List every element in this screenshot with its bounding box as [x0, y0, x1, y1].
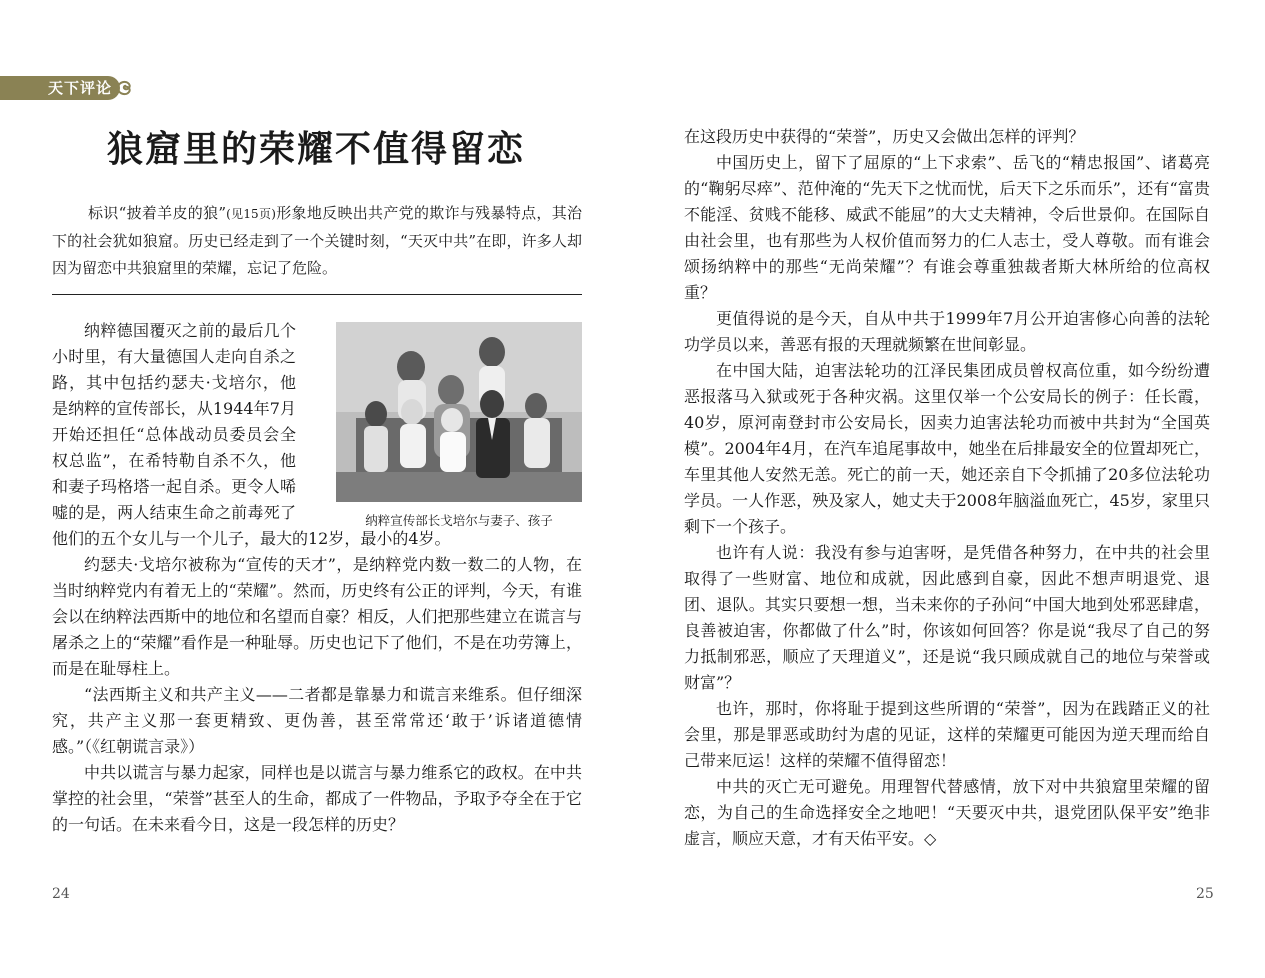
page-number-right: 25	[1196, 886, 1214, 902]
left-paragraph: 中共以谎言与暴力起家，同样也是以谎言与暴力维系它的政权。在中共掌控的社会里，“荣誉”甚至人的生命，都成了一件物品，予取予夺全在于它的一句话。在未来看今日，这是一段怎样的历史？	[52, 763, 582, 834]
lede-after: 形象地反映出共产党的欺诈与残暴特点，其治下的社会犹如狼窟。历史已经走到了一个关键时刻，“天灭中共”在即，许多人却因为留恋中共狼窟里的荣耀，忘记了危险。	[52, 204, 583, 277]
right-paragraph: 也许，那时，你将耻于提到这些所谓的“荣誉”，因为在践踏正义的社会里，那是罪恶或助纣为虐的见证，这样的荣耀更可能因为逆天理而给自己带来厄运！这样的荣耀不值得留恋！	[684, 699, 1210, 770]
right-paragraph: 在中国大陆，迫害法轮功的江泽民集团成员曾权高位重，如今纷纷遭恶报落马入狱或死于各种灾祸。这里仅举一个公安局长的例子：任长霞，40岁，原河南登封市公安局长，因卖力迫害法轮功而被中共封为“全国英模”。2004年4月，在汽车追尾事故中，她坐在后排最安全的位置却死亡，车里其他人安然无恙。死亡的前一天，她还亲自下令抓捕了20多位法轮功学员。一人作恶，殃及家人，她丈夫于2008年脑溢血死亡，45岁，家里只剩下一个孩子。	[684, 361, 1210, 536]
photo-spacer	[302, 318, 582, 526]
right-column	[684, 124, 1210, 852]
lede-page-ref: (见15页)	[226, 207, 276, 221]
right-paragraph: 也许有人说：我没有参与迫害呀，是凭借各种努力，在中共的社会里取得了一些财富、地位和成就，因此感到自豪，因此不想声明退党、退团、退队。其实只要想一想，当未来你的子孙问“中国大地到处邪恶肆虐，良善被迫害，你都做了什么”时，你该如何回答？你是说“我尽了自己的努力抵制邪恶，顺应了天理道义”，还是说“我只顾成就自己的地位与荣誉或财富”？	[684, 543, 1210, 692]
right-paragraph: 在这段历史中获得的“荣誉”，历史又会做出怎样的评判？	[684, 127, 1085, 146]
right-paragraph: 更值得说的是今天，自从中共于1999年7月公开迫害修心向善的法轮功学员以来，善恶有报的天理就频繁在世间彰显。	[684, 309, 1210, 354]
left-paragraph: 纳粹德国覆灭之前的最后几个小时里，有大量德国人走向自杀之路，其中包括约瑟夫·戈培尔，他是纳粹的宣传部长，从1944年7月开始还担任“总体战动员委员会全权总监”，在希特勒自杀不久，他和妻子玛格塔一起自杀。更令人唏嘘的是，两人结束生命之前毒死了他们的五个女儿与一个儿子，最大的12岁，最小的4岁。	[52, 321, 451, 548]
lede-before: 标识“披着羊皮的狼”	[88, 204, 227, 222]
left-column	[52, 318, 582, 838]
article-lede	[52, 200, 582, 282]
photo-caption: 纳粹宣传部长戈培尔与妻子、孩子	[365, 513, 553, 528]
left-paragraph: “法西斯主义和共产主义——二者都是靠暴力和谎言来维系。但仔细深究，共产主义那一套更精致、更伪善，甚至常常还‘敢于’诉诸道德情感。”（《红朝谎言录》）	[52, 685, 582, 756]
section-tag	[0, 76, 120, 100]
left-paragraph: 约瑟夫·戈培尔被称为“宣传的天才”，是纳粹党内数一数二的人物，在当时纳粹党内有着无上的“荣耀”。然而，历史终有公正的评判，今天，有谁会以在纳粹法西斯中的地位和名望而自豪？相反，人们把那些建立在谎言与屠杀之上的“荣耀”看作是一种耻辱。历史也记下了他们，不是在功劳簿上，而是在耻辱柱上。	[52, 555, 582, 678]
page-number-left: 24	[52, 886, 70, 902]
right-paragraph: 中国历史上，留下了屈原的“上下求索”、岳飞的“精忠报国”、诸葛亮的“鞠躬尽瘁”、范仲淹的“先天下之忧而忧，后天下之乐而乐”，还有“富贵不能淫、贫贱不能移、威武不能屈”的大丈夫精神，令后世景仰。在国际自由社会里，也有那些为人权价值而努力的仁人志士，受人尊敬。而有谁会颂扬纳粹中的那些“无尚荣耀”？有谁会尊重独裁者斯大林所给的位高权重？	[684, 153, 1210, 302]
right-paragraph: 中共的灭亡无可避免。用理智代替感情，放下对中共狼窟里荣耀的留恋，为自己的生命选择安全之地吧！“天要灭中共，退党团队保平安”绝非虚言，顺应天意，才有天佑平安。◇	[684, 777, 1210, 848]
section-tag-label: 天下评论	[48, 79, 113, 97]
article-title: 狼窟里的荣耀不值得留恋	[106, 129, 525, 170]
divider-rule	[52, 294, 582, 295]
swirl-ornament-icon	[114, 77, 136, 99]
